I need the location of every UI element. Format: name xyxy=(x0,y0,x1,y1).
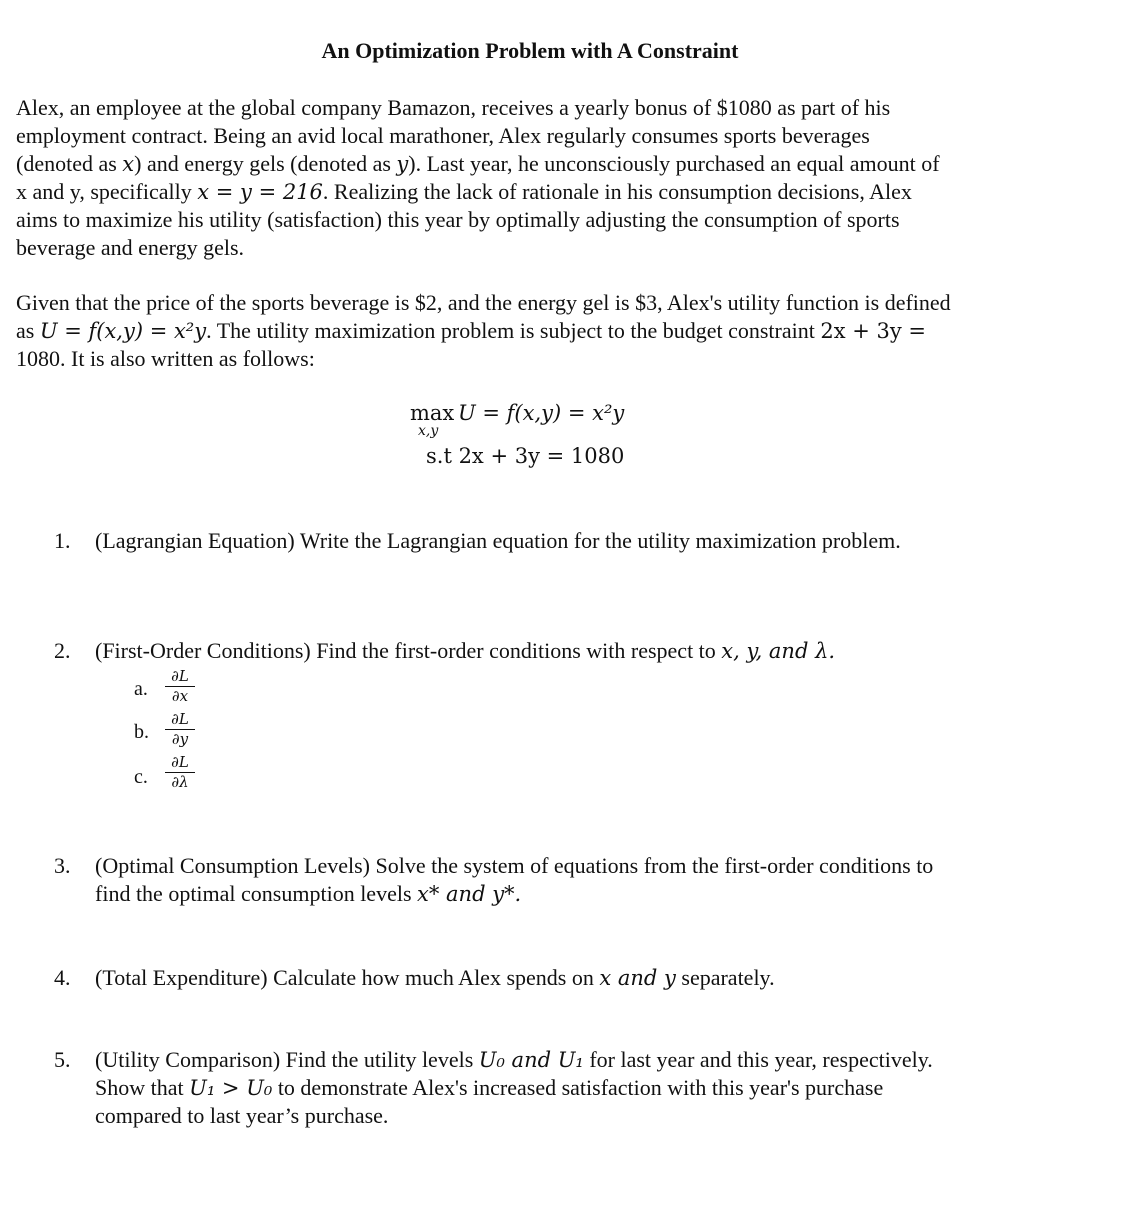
question-number: 5. xyxy=(54,1047,71,1072)
given-line: as U = f(x,y) = x²y. The utility maximization problem is subject to the budget constraint 2x + 3y = xyxy=(16,318,927,343)
question-number: 4. xyxy=(54,965,71,990)
intro-line: Alex, an employee at the global company Bamazon, receives a yearly bonus of $1080 as part of his xyxy=(16,95,891,120)
question-number: 3. xyxy=(54,853,71,878)
max-operator: max xyxy=(410,401,455,425)
foc-fraction-a: ∂L ∂x xyxy=(163,668,197,705)
intro-line: beverage and energy gels. xyxy=(16,235,245,260)
question-text: (Optimal Consumption Levels) Solve the system of equations from the first-order conditions to find the optimal consumption levels x* and y*. xyxy=(95,853,934,906)
foc-fraction-b: ∂L ∂y xyxy=(163,711,197,748)
foc-fraction-c: ∂L ∂λ xyxy=(163,754,197,791)
intro-paragraph xyxy=(16,94,1056,262)
intro-line: employment contract. Being an avid local marathoner, Alex regularly consumes sports beverages xyxy=(16,123,870,148)
question-number: 1. xyxy=(54,528,71,553)
foc-label-a: a. xyxy=(134,678,148,700)
max-subscript: x,y xyxy=(418,423,439,439)
foc-label-c: c. xyxy=(134,766,148,788)
question-number: 2. xyxy=(54,638,71,663)
objective-function: U = f(x,y) = x²y xyxy=(458,401,625,425)
question-text: (First-Order Conditions) Find the first-order conditions with respect to x, y, and λ. xyxy=(95,638,836,663)
intro-line: aims to maximize his utility (satisfaction) this year by optimally adjusting the consumption of sports xyxy=(16,207,900,232)
given-line: Given that the price of the sports beverage is $2, and the energy gel is $3, Alex's utility function is defined xyxy=(16,290,951,315)
intro-line: x and y, specifically x = y = 216. Realizing the lack of rationale in his consumption decisions, Alex xyxy=(16,179,912,204)
given-paragraph xyxy=(16,289,1056,373)
intro-line: (denoted as x) and energy gels (denoted as y). Last year, he unconsciously purchased an equal amount of xyxy=(16,151,940,176)
question-text: (Total Expenditure) Calculate how much Alex spends on x and y separately. xyxy=(95,965,775,990)
question-text: (Lagrangian Equation) Write the Lagrangian equation for the utility maximization problem. xyxy=(95,528,901,553)
question-text: (Utility Comparison) Find the utility levels U₀ and U₁ for last year and this year, respectively. Show that U₁ > U₀ to demonstrate Alex's increased satisfaction with this year's purchase compared to last year’s purchase. xyxy=(95,1047,933,1128)
foc-label-b: b. xyxy=(134,721,149,743)
given-line: 1080. It is also written as follows: xyxy=(16,346,315,371)
constraint-text: s.t 2x + 3y = 1080 xyxy=(426,444,625,468)
page-title: An Optimization Problem with A Constraint xyxy=(321,38,739,63)
